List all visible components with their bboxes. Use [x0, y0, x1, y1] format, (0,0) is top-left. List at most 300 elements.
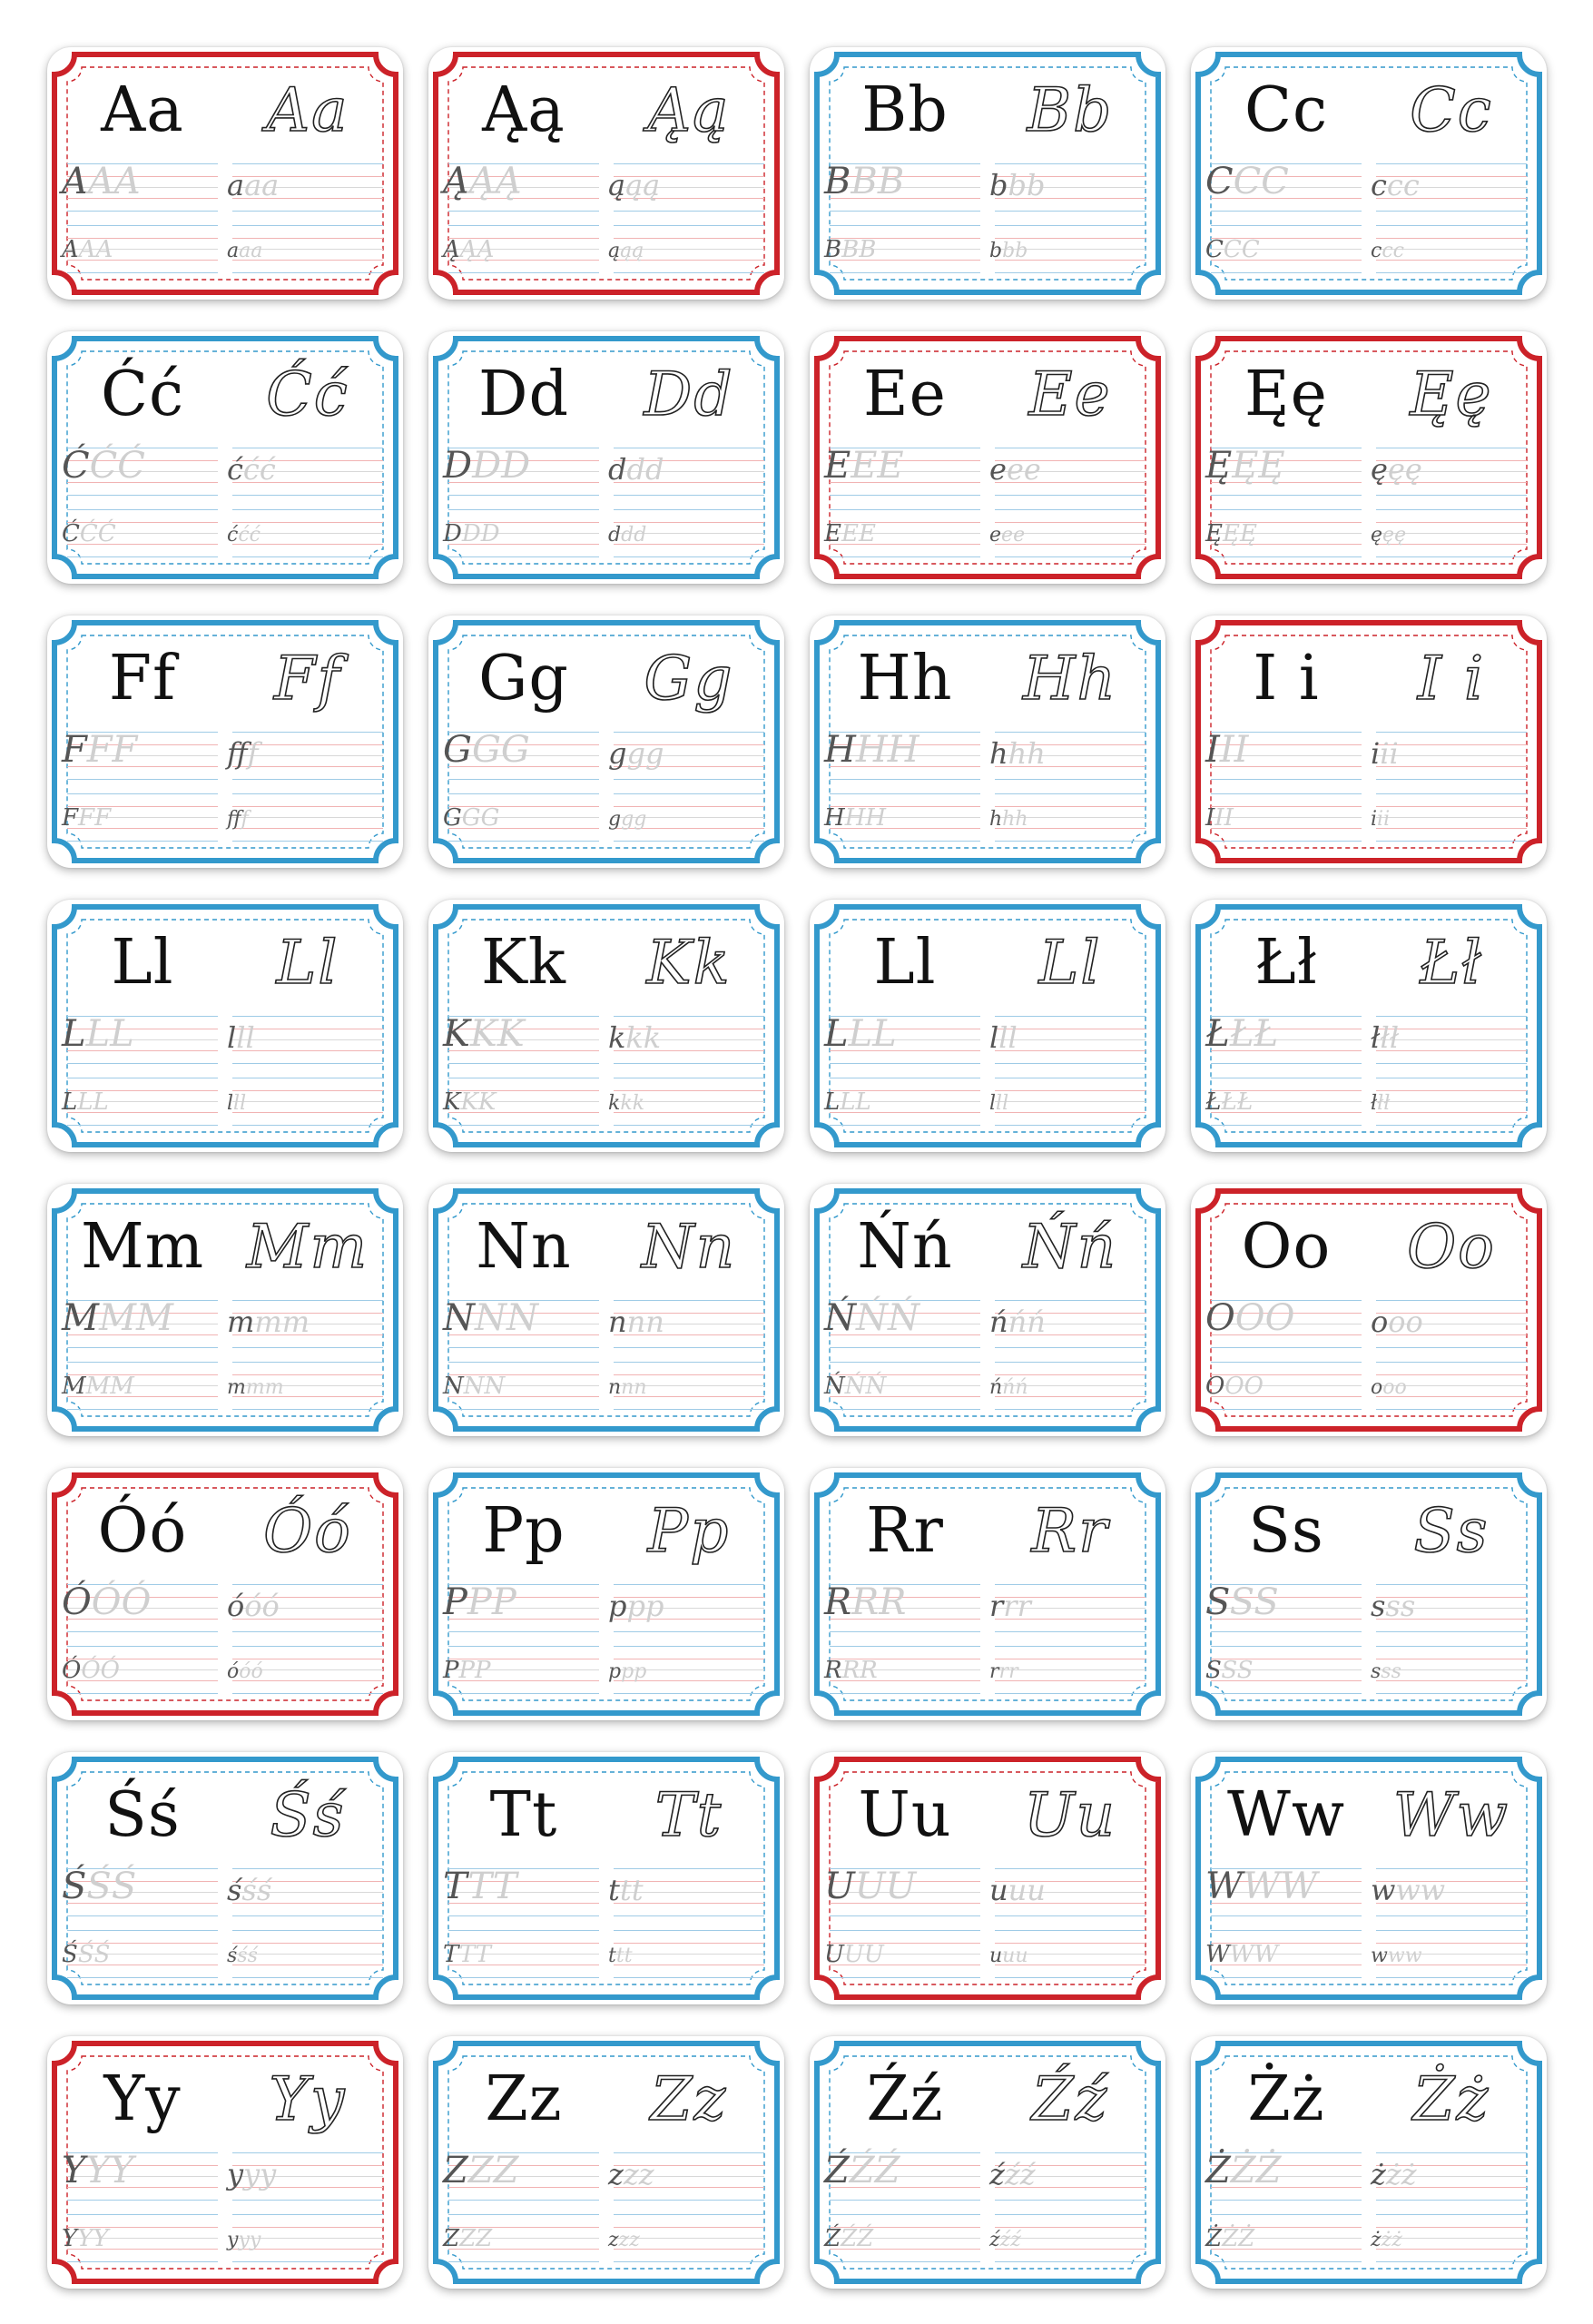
tracing-letter: ś: [227, 1873, 242, 1907]
tracing-guide-letter: z: [618, 2229, 630, 2251]
tracing-guide-letter: D: [461, 520, 481, 547]
guide-line: [1376, 732, 1527, 733]
tracing-guide-letter: ł: [1389, 1020, 1400, 1055]
guide-line: [1376, 1016, 1527, 1017]
guide-line: [614, 556, 764, 557]
tracing-row: [824, 162, 904, 202]
guide-line: [1376, 2214, 1527, 2215]
print-half: [60, 1184, 225, 1436]
guide-line: [830, 509, 980, 510]
tracing-letter: E: [824, 445, 851, 487]
tracing-letter: H: [824, 729, 856, 771]
guide-line: [1376, 556, 1527, 557]
tracing-guide-letter: ł: [1380, 1020, 1390, 1055]
writing-guide-lines: [614, 1930, 764, 1977]
print-letter-pair: Kk: [480, 927, 566, 999]
print-letter-pair: Rr: [866, 1495, 944, 1567]
script-half: [606, 331, 772, 584]
tracing-guide-letter: Ł: [1229, 1013, 1254, 1055]
guide-line: [995, 163, 1146, 164]
tracing-row: [1371, 1590, 1415, 1622]
tracing-guide-letter: s: [1385, 1589, 1401, 1623]
script-half: [1369, 1468, 1534, 1720]
tracing-guide-letter: w: [1387, 1945, 1405, 1967]
tracing-letter: B: [824, 161, 851, 202]
tracing-guide-letter: U: [843, 1941, 864, 1968]
tracing-row: [824, 1298, 919, 1338]
tracing-guide-letter: ę: [1404, 452, 1422, 487]
tracing-row: [1371, 1092, 1390, 1116]
guide-line: [830, 1693, 980, 1694]
tracing-guide-letter: W: [1254, 1941, 1279, 1968]
guide-line: [232, 2152, 383, 2153]
tracing-row: [1205, 1373, 1264, 1400]
tracing-guide-letter: Ź: [841, 2225, 858, 2252]
script-half: [1369, 2036, 1534, 2289]
tracing-row: [1205, 162, 1289, 202]
guide-line: [1376, 766, 1527, 767]
tracing-guide-letter: Ą: [468, 161, 496, 202]
tracing-guide-letter: E: [841, 520, 859, 547]
guide-line: [830, 2214, 980, 2215]
tracing-letter: p: [608, 1660, 622, 1683]
writing-guide-lines: [1376, 793, 1527, 841]
tracing-guide-letter: ć: [259, 452, 276, 487]
letter-card: [428, 615, 784, 868]
guide-line: [232, 1016, 383, 1017]
tracing-letter: y: [227, 2157, 244, 2191]
tracing-guide-letter: u: [1008, 1873, 1028, 1907]
print-letter-pair: Ęę: [1244, 359, 1328, 430]
tracing-letter: Ń: [824, 1373, 845, 1400]
guide-line: [995, 2200, 1146, 2201]
tracing-row: [443, 1014, 525, 1054]
script-half: [988, 615, 1153, 868]
tracing-row: [824, 730, 919, 770]
tracing-guide-letter: Y: [77, 2225, 93, 2252]
tracing-row: [443, 1088, 496, 1116]
tracing-guide-letter: R: [860, 1657, 878, 1684]
tracing-guide-letter: o: [1405, 1305, 1423, 1339]
tracing-row: [608, 1660, 646, 1684]
guide-line: [67, 1063, 218, 1064]
letter-card: [47, 1184, 403, 1436]
tracing-guide-letter: Z: [459, 2225, 477, 2252]
script-half: [1369, 615, 1534, 868]
tracing-letter: ń: [989, 1376, 1003, 1399]
tracing-guide-letter: P: [475, 1657, 491, 1684]
script-half: [1369, 900, 1534, 1152]
tracing-letter: ć: [227, 452, 243, 487]
guide-line: [232, 1943, 383, 1944]
tracing-guide-letter: a: [251, 240, 263, 262]
guide-line: [1376, 1646, 1527, 1647]
guide-line: [1211, 1646, 1362, 1647]
guide-line: [1376, 1915, 1527, 1916]
tracing-row: [1205, 1582, 1279, 1622]
tracing-row: [608, 240, 644, 263]
guide-line: [1376, 1347, 1527, 1348]
print-letter-pair: Óó: [97, 1495, 188, 1567]
tracing-row: [227, 240, 262, 263]
tracing-guide-letter: Ć: [117, 445, 145, 487]
guide-line: [830, 1347, 980, 1348]
tracing-letter: u: [989, 1945, 1003, 1967]
tracing-guide-letter: M: [85, 1373, 111, 1400]
tracing-letter: R: [824, 1657, 842, 1684]
letter-card: [810, 900, 1165, 1152]
script-letter-pair: Ss: [1413, 1496, 1490, 1566]
script-letter-pair: Mm: [246, 1212, 369, 1282]
tracing-guide-letter: n: [634, 1376, 647, 1399]
tracing-row: [824, 520, 876, 547]
tracing-guide-letter: Ń: [856, 1297, 888, 1339]
tracing-guide-letter: c: [1386, 168, 1403, 202]
tracing-guide-letter: m: [254, 1305, 282, 1339]
guide-line: [995, 238, 1146, 239]
letter-card: [810, 615, 1165, 868]
tracing-row: [443, 1298, 538, 1338]
tracing-row: [62, 2225, 109, 2252]
tracing-guide-letter: Ń: [888, 1297, 919, 1339]
tracing-row: [1371, 453, 1422, 486]
guide-line: [232, 556, 383, 557]
guide-line: [1211, 2214, 1362, 2215]
tracing-letter: Ń: [824, 1297, 856, 1339]
tracing-letter: y: [227, 2229, 239, 2251]
print-half: [822, 1184, 988, 1436]
guide-line: [448, 225, 599, 226]
tracing-guide-letter: s: [1400, 1589, 1416, 1623]
guide-line: [1211, 1125, 1362, 1126]
guide-line: [995, 225, 1146, 226]
tracing-row: [1205, 1298, 1294, 1338]
guide-line: [830, 1125, 980, 1126]
tracing-guide-letter: U: [885, 1866, 917, 1907]
tracing-guide-letter: P: [467, 1581, 492, 1623]
tracing-row: [443, 2151, 518, 2191]
letter-card: [47, 900, 403, 1152]
tracing-guide-letter: C: [1233, 161, 1262, 202]
guide-line: [232, 1584, 383, 1585]
tracing-guide-letter: U: [863, 1941, 884, 1968]
guide-line: [1211, 225, 1362, 226]
tracing-row: [989, 1305, 1046, 1338]
print-letter-pair: Pp: [482, 1495, 565, 1567]
guide-line: [1376, 1943, 1527, 1944]
tracing-letter: K: [443, 1013, 470, 1055]
tracing-guide-letter: a: [244, 168, 262, 202]
tracing-guide-letter: Ż: [1255, 2150, 1282, 2191]
tracing-guide-letter: h: [1008, 736, 1028, 771]
tracing-guide-letter: u: [1027, 1873, 1046, 1907]
tracing-guide-letter: ś: [256, 1873, 272, 1907]
guide-line: [448, 779, 599, 780]
tracing-guide-letter: Ę: [1258, 445, 1285, 487]
tracing-guide-letter: l: [245, 1020, 255, 1055]
tracing-guide-letter: Ł: [1221, 1088, 1237, 1116]
guide-line: [67, 225, 218, 226]
guide-line: [1376, 841, 1527, 842]
tracing-guide-letter: c: [1382, 240, 1393, 262]
tracing-row: [608, 453, 664, 486]
print-half: [822, 615, 988, 868]
guide-line: [1376, 1868, 1527, 1869]
tracing-row: [989, 453, 1041, 486]
guide-line: [995, 1362, 1146, 1363]
script-half: [988, 1468, 1153, 1720]
tracing-guide-letter: z: [638, 2157, 654, 2191]
print-half: [1204, 331, 1369, 584]
letter-card: [1191, 1184, 1547, 1436]
tracing-guide-letter: d: [626, 452, 645, 487]
tracing-guide-letter: T: [492, 1866, 517, 1907]
script-half: [988, 1184, 1153, 1436]
guide-line: [232, 238, 383, 239]
tracing-row: [62, 1941, 110, 1968]
guide-line: [995, 1016, 1146, 1017]
guide-line: [614, 1374, 764, 1375]
print-letter-pair: Zz: [485, 2063, 563, 2135]
tracing-guide-letter: y: [260, 2157, 277, 2191]
guide-line: [614, 1300, 764, 1301]
tracing-guide-letter: g: [644, 736, 664, 771]
tracing-row: [62, 162, 141, 202]
tracing-guide-letter: B: [859, 236, 877, 263]
tracing-guide-letter: F: [94, 804, 112, 832]
guide-line: [614, 1125, 764, 1126]
tracing-row: [989, 1874, 1046, 1906]
tracing-guide-letter: Ł: [1236, 1088, 1254, 1116]
tracing-guide-letter: ż: [1381, 2229, 1392, 2251]
tracing-guide-letter: i: [1380, 736, 1390, 771]
script-letter-pair: Kk: [646, 928, 732, 998]
tracing-guide-letter: S: [1221, 1657, 1237, 1684]
tracing-row: [1205, 446, 1285, 486]
tracing-letter: ę: [1371, 452, 1388, 487]
tracing-letter: A: [62, 161, 88, 202]
tracing-guide-letter: Ź: [857, 2225, 874, 2252]
tracing-letter: G: [443, 804, 462, 832]
guide-line: [614, 1954, 764, 1955]
guide-line: [448, 1125, 599, 1126]
tracing-guide-letter: Z: [476, 2225, 493, 2252]
tracing-guide-letter: b: [1026, 168, 1046, 202]
guide-line: [1211, 1915, 1362, 1916]
guide-line: [1211, 1347, 1362, 1348]
guide-line: [232, 806, 383, 807]
tracing-row: [824, 1941, 884, 1968]
tracing-row: [1205, 804, 1234, 832]
guide-line: [614, 272, 764, 273]
tracing-row: [62, 2151, 133, 2191]
guide-line: [1376, 1693, 1527, 1694]
tracing-guide-letter: K: [460, 1088, 478, 1116]
guide-line: [995, 1646, 1146, 1647]
tracing-guide-letter: ć: [249, 524, 261, 547]
guide-line: [232, 211, 383, 212]
tracing-letter: l: [989, 1020, 999, 1055]
tracing-guide-letter: ó: [244, 1589, 262, 1623]
tracing-guide-letter: y: [243, 2157, 261, 2191]
guide-line: [1376, 272, 1527, 273]
script-half: [606, 900, 772, 1152]
guide-line: [614, 163, 764, 164]
tracing-guide-letter: Y: [93, 2225, 109, 2252]
tracing-letter: ę: [1371, 524, 1383, 547]
tracing-letter: ź: [989, 2229, 1000, 2251]
script-half: [225, 47, 390, 300]
guide-line: [614, 1362, 764, 1363]
tracing-guide-letter: o: [1394, 1376, 1407, 1399]
tracing-guide-letter: l: [998, 1020, 1008, 1055]
guide-line: [1376, 1101, 1527, 1102]
guide-line: [1211, 2261, 1362, 2262]
tracing-row: [989, 524, 1025, 547]
print-half: [441, 2036, 606, 2289]
guide-line: [995, 1977, 1146, 1978]
tracing-row: [824, 2225, 873, 2252]
tracing-guide-letter: ś: [237, 1945, 248, 1967]
tracing-guide-letter: d: [634, 524, 647, 547]
guide-line: [232, 1930, 383, 1931]
tracing-row: [824, 1866, 916, 1906]
tracing-guide-letter: p: [644, 1589, 664, 1623]
guide-line: [614, 509, 764, 510]
guide-line: [830, 1646, 980, 1647]
script-half: [1369, 47, 1534, 300]
guide-line: [830, 1930, 980, 1931]
guide-line: [448, 495, 599, 496]
tracing-guide-letter: u: [1002, 1945, 1016, 1967]
guide-line: [232, 1868, 383, 1869]
guide-line: [995, 1930, 1146, 1931]
guide-line: [67, 2261, 218, 2262]
tracing-guide-letter: ż: [1401, 2157, 1417, 2191]
print-half: [1204, 615, 1369, 868]
script-letter-pair: Óó: [263, 1496, 352, 1566]
guide-line: [232, 522, 383, 523]
letter-card: [1191, 1468, 1547, 1720]
tracing-row: [1205, 1014, 1278, 1054]
tracing-row: [1205, 730, 1248, 770]
letter-card: [47, 331, 403, 584]
guide-line: [1376, 755, 1527, 756]
guide-line: [67, 1409, 218, 1410]
guide-line: [614, 1347, 764, 1348]
tracing-letter: Ś: [62, 1866, 87, 1907]
tracing-row: [443, 1657, 491, 1684]
guide-line: [67, 272, 218, 273]
tracing-guide-letter: m: [245, 1376, 265, 1399]
tracing-row: [227, 1590, 280, 1622]
tracing-row: [989, 240, 1028, 263]
print-letter-pair: Ąą: [482, 74, 565, 146]
print-letter-pair: Aa: [101, 74, 184, 146]
guide-line: [995, 841, 1146, 842]
guide-line: [67, 211, 218, 212]
guide-line: [67, 1693, 218, 1694]
tracing-row: [1205, 520, 1257, 547]
tracing-guide-letter: ą: [643, 168, 661, 202]
tracing-guide-letter: H: [855, 729, 888, 771]
tracing-letter: L: [62, 1088, 78, 1116]
tracing-guide-letter: C: [1223, 236, 1242, 263]
tracing-guide-letter: s: [1381, 1660, 1391, 1683]
guide-line: [1376, 225, 1527, 226]
guide-line: [1211, 1063, 1362, 1064]
print-half: [60, 331, 225, 584]
guide-line: [232, 817, 383, 818]
print-half: [822, 1468, 988, 1720]
tracing-guide-letter: ą: [625, 168, 644, 202]
guide-line: [232, 841, 383, 842]
tracing-guide-letter: F: [78, 804, 95, 832]
guide-line: [830, 1063, 980, 1064]
tracing-row: [1371, 1021, 1399, 1054]
tracing-letter: t: [608, 1873, 620, 1907]
letter-card: [428, 2036, 784, 2289]
tracing-guide-letter: ą: [620, 240, 633, 262]
tracing-letter: D: [443, 520, 462, 547]
tracing-guide-letter: i: [1377, 808, 1384, 831]
tracing-letter: n: [608, 1305, 627, 1339]
guide-line: [614, 1631, 764, 1632]
tracing-guide-letter: C: [1261, 161, 1289, 202]
script-letter-pair: Oo: [1407, 1212, 1496, 1282]
guide-line: [232, 1977, 383, 1978]
guide-line: [1211, 211, 1362, 212]
guide-line: [995, 1915, 1146, 1916]
guide-line: [1376, 779, 1527, 780]
tracing-guide-letter: ą: [632, 240, 644, 262]
tracing-letter: ć: [227, 524, 239, 547]
tracing-guide-letter: ł: [1377, 1092, 1384, 1115]
tracing-letter: F: [62, 804, 79, 832]
tracing-row: [227, 453, 276, 486]
guide-line: [232, 1631, 383, 1632]
guide-line: [614, 841, 764, 842]
guide-line: [1376, 1300, 1527, 1301]
script-half: [225, 1468, 390, 1720]
guide-line: [830, 211, 980, 212]
tracing-guide-letter: b: [1015, 240, 1028, 262]
guide-line: [1376, 1362, 1527, 1363]
tracing-row: [227, 737, 259, 770]
tracing-row: [443, 446, 530, 486]
tracing-guide-letter: R: [841, 1657, 860, 1684]
script-half: [988, 2036, 1153, 2289]
print-letter-pair: Łł: [1254, 927, 1318, 999]
guide-line: [232, 1347, 383, 1348]
tracing-row: [227, 2158, 276, 2191]
tracing-guide-letter: ś: [247, 1945, 258, 1967]
script-half: [988, 47, 1153, 300]
tracing-row: [989, 1660, 1018, 1684]
guide-line: [995, 522, 1146, 523]
tracing-row: [1371, 2229, 1402, 2252]
tracing-letter: P: [443, 1581, 467, 1623]
script-half: [606, 615, 772, 868]
letter-card: [1191, 1752, 1547, 2004]
guide-line: [830, 1631, 980, 1632]
guide-line: [448, 841, 599, 842]
guide-line: [448, 2261, 599, 2262]
guide-line: [232, 1050, 383, 1051]
tracing-guide-letter: S: [1236, 1657, 1254, 1684]
tracing-guide-letter: l: [240, 1092, 247, 1115]
tracing-row: [1205, 1941, 1278, 1968]
